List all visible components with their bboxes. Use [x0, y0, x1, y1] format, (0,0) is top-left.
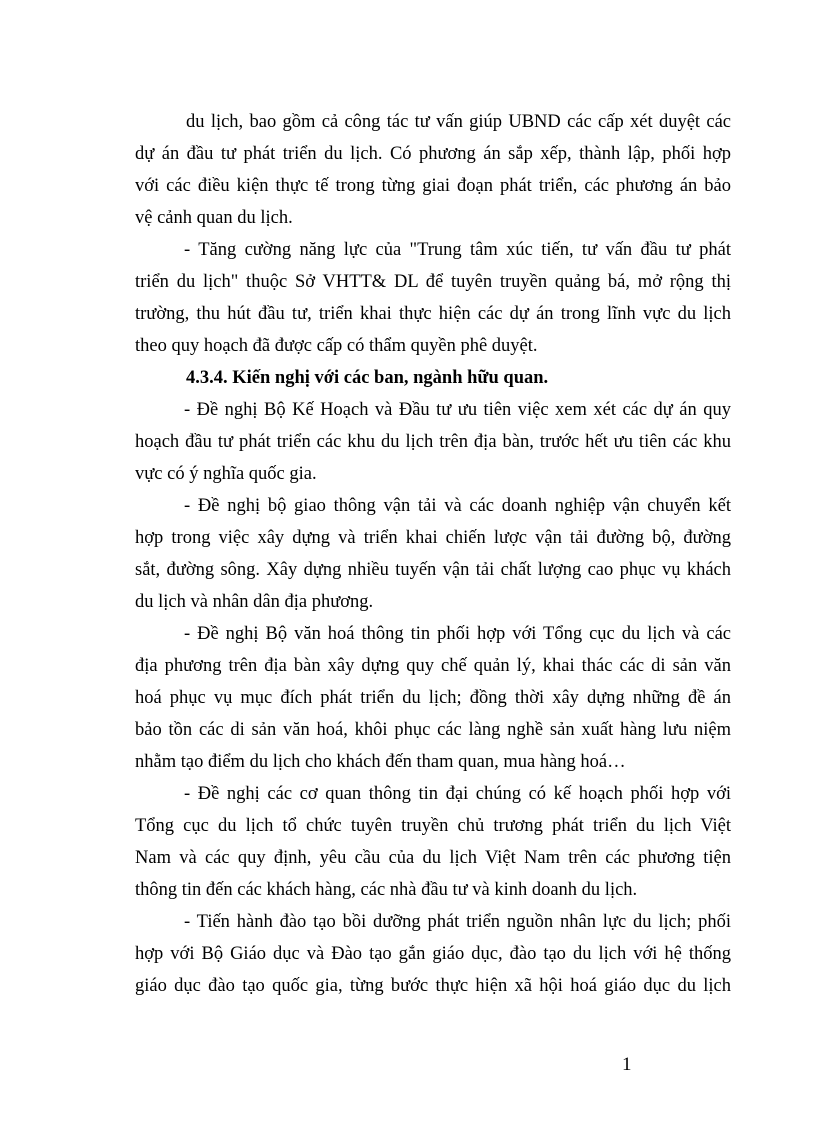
- page-number: 1: [622, 1054, 632, 1075]
- paragraph-line: Nam và các quy định, yêu cầu của du lịch Việt Nam trên các phương tiện: [135, 848, 731, 868]
- paragraph-line: trường, thu hút đầu tư, triển khai thực hiện các dự án trong lĩnh vực du lịch: [135, 304, 731, 324]
- section-heading: 4.3.4. Kiến nghị với các ban, ngành hữu quan.: [186, 368, 549, 388]
- paragraph-line: nhằm tạo điểm du lịch cho khách đến tham quan, mua hàng hoá…: [135, 752, 626, 772]
- paragraph-line: với các điều kiện thực tế trong từng giai đoạn phát triển, các phương án bảo: [135, 176, 731, 196]
- paragraph-line: - Đề nghị Bộ văn hoá thông tin phối hợp với Tổng cục du lịch và các: [184, 624, 731, 644]
- paragraph-line: triển du lịch" thuộc Sở VHTT& DL để tuyên truyền quảng bá, mở rộng thị: [135, 272, 731, 292]
- paragraph-line: vệ cảnh quan du lịch.: [135, 208, 293, 228]
- paragraph-line: Tổng cục du lịch tổ chức tuyên truyền chủ trương phát triển du lịch Việt: [135, 816, 731, 836]
- paragraph-line: theo quy hoạch đã được cấp có thẩm quyền phê duyệt.: [135, 336, 538, 356]
- paragraph-line: hoạch đầu tư phát triển các khu du lịch trên địa bàn, trước hết ưu tiên các khu: [135, 432, 731, 452]
- paragraph-line: vực có ý nghĩa quốc gia.: [135, 464, 317, 484]
- paragraph-line: bảo tồn các di sản văn hoá, khôi phục các làng nghề sản xuất hàng lưu niệm: [135, 720, 731, 740]
- paragraph-line: du lịch và nhân dân địa phương.: [135, 592, 374, 612]
- paragraph-line: địa phương trên địa bàn xây dựng quy chế quản lý, khai thác các di sản văn: [135, 656, 731, 676]
- paragraph-line: - Tăng cường năng lực của "Trung tâm xúc tiến, tư vấn đầu tư phát: [184, 240, 731, 260]
- paragraph-line: - Đề nghị các cơ quan thông tin đại chúng có kế hoạch phối hợp với: [184, 784, 731, 804]
- paragraph-line: sắt, đường sông. Xây dựng nhiều tuyến vận tải chất lượng cao phục vụ khách: [135, 560, 731, 580]
- paragraph-line: du lịch, bao gồm cả công tác tư vấn giúp UBND các cấp xét duyệt các: [186, 112, 731, 132]
- paragraph-line: - Đề nghị Bộ Kế Hoạch và Đầu tư ưu tiên việc xem xét các dự án quy: [184, 400, 731, 420]
- paragraph-line: - Tiến hành đào tạo bồi dưỡng phát triển nguồn nhân lực du lịch; phối: [184, 912, 731, 932]
- paragraph-line: - Đề nghị bộ giao thông vận tải và các doanh nghiệp vận chuyển kết: [184, 496, 731, 516]
- paragraph-line: dự án đầu tư phát triển du lịch. Có phương án sắp xếp, thành lập, phối hợp: [135, 144, 731, 164]
- paragraph-line: giáo dục đào tạo quốc gia, từng bước thực hiện xã hội hoá giáo dục du lịch: [135, 976, 731, 996]
- paragraph-line: thông tin đến các khách hàng, các nhà đầu tư và kinh doanh du lịch.: [135, 880, 638, 900]
- paragraph-line: hoá phục vụ mục đích phát triển du lịch; đồng thời xây dựng những đề án: [135, 688, 731, 708]
- paragraph-line: hợp trong việc xây dựng và triển khai chiến lược vận tải đường bộ, đường: [135, 528, 731, 548]
- paragraph-line: hợp với Bộ Giáo dục và Đào tạo gắn giáo dục, đào tạo du lịch với hệ thống: [135, 944, 731, 964]
